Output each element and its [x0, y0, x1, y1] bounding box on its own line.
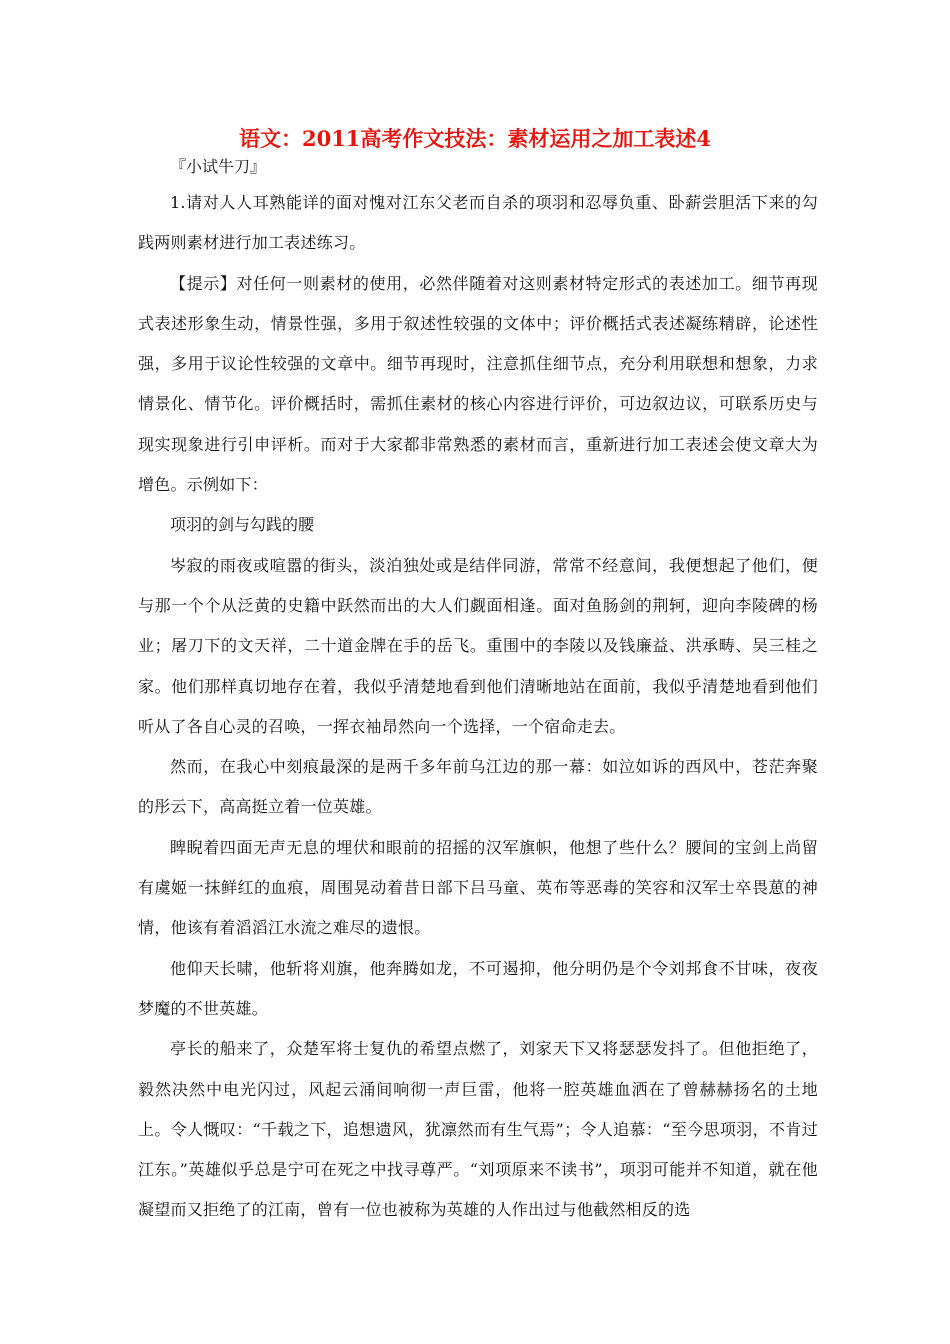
- document-title: 语文：2011高考作文技法：素材运用之加工表述4: [238, 126, 712, 151]
- essay-paragraph-4: 他仰天长啸，他斩将刈旗，他奔腾如龙，不可遏抑，他分明仍是个令刘邦食不甘味，夜夜梦魔的不世英雄。: [138, 958, 818, 1018]
- question-paragraph: 1.请对人人耳熟能详的面对愧对江东父老而自杀的项羽和忍辱负重、卧薪尝胆活下来的勾践两则素材进行加工表述练习。: [138, 193, 818, 253]
- essay-title: 项羽的剑与勾践的腰: [170, 515, 315, 535]
- hint-paragraph: 【提示】对任何一则素材的使用，必然伴随着对这则素材特定形式的表述加工。细节再现式表述形象生动，情景性强，多用于叙述性较强的文体中；评价概括式表述凝练精辟，论述性强，多用于议论性较强的文章中。细节再现时，注意抓住细节点，充分利用联想和想象，力求情景化、情节化。评价概括时，需抓住素材的核心内容进行评价，可边叙边议，可联系历史与现实现象进行引申评析。而对于大家都非常熟悉的素材而言，重新进行加工表述会使文章大为增色。示例如下：: [138, 273, 818, 495]
- essay-paragraph-1: 岑寂的雨夜或喧嚣的街头，淡泊独处或是结伴同游，常常不经意间，我便想起了他们，便与那一个个从泛黄的史籍中跃然而出的大人们觑面相逢。面对鱼肠剑的荆轲，迎向李陵碑的杨业；屠刀下的文天祥，二十道金牌在手的岳飞。重围中的李陵以及钱廉益、洪承畴、吴三桂之家。他们那样真切地存在着，我似乎清楚地看到他们清晰地站在面前，我似乎清楚地看到他们听从了各自心灵的召唤，一挥衣袖昂然向一个选择，一个宿命走去。: [138, 555, 818, 736]
- section-label: 『小试牛刀』: [170, 157, 267, 176]
- essay-paragraph-2: 然而，在我心中刻痕最深的是两千多年前乌江边的那一幕：如泣如诉的西风中，苍茫奔聚的彤云下，高高挺立着一位英雄。: [138, 757, 818, 817]
- essay-paragraph-3: 睥睨着四面无声无息的埋伏和眼前的招摇的汉军旗帜，他想了些什么？腰间的宝剑上尚留有虞姬一抹鲜红的血痕，周围晃动着昔日部下吕马童、英布等恶毒的笑容和汉军士卒畏葸的神情，他该有着滔滔江水流之难尽的遗恨。: [138, 837, 818, 938]
- document-body: [138, 152, 818, 1231]
- essay-paragraph-5: 亭长的船来了，众楚军将士复仇的希望点燃了，刘家天下又将瑟瑟发抖了。但他拒绝了，毅然决然中电光闪过，风起云涌间响彻一声巨雷，他将一腔英雄血洒在了曾赫赫扬名的土地上。令人慨叹：“千载之下，追想遗风，犹凛然而有生气焉”；令人追慕：“至今思项羽，不肯过江东。”英雄似乎总是宁可在死之中找寻尊严。“刘项原来不读书”，项羽可能并不知道，就在他凝望而又拒绝了的江南，曾有一位也被称为英雄的人作出过与他截然相反的选: [138, 1039, 818, 1220]
